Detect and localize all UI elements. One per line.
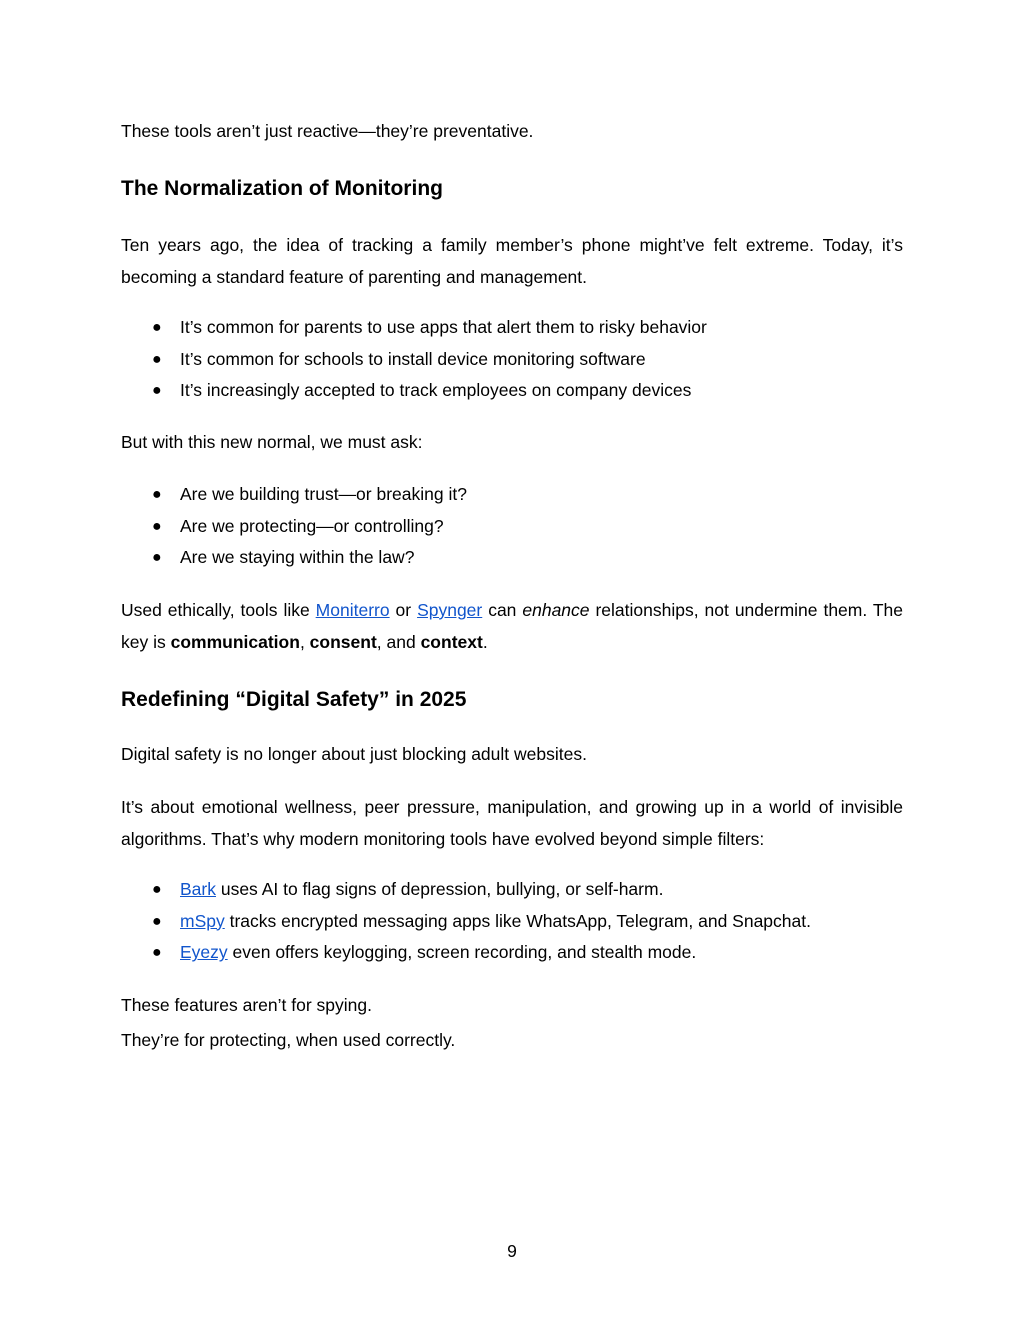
digital-safety-paragraph-2: It’s about emotional wellness, peer pressure, manipulation, and growing up in a world of invisible algorithms. That’s why modern monitoring tools have evolved beyond simple filters: [121,797,903,849]
bullet-icon: ● [152,944,162,962]
list-item: ● It’s common for schools to install device monitoring software [121,344,903,376]
closing-line-2: They’re for protecting, when used correctly. [121,1030,456,1050]
intro-text: These tools aren’t just reactive—they’re preventative. [121,121,534,141]
eyezy-link[interactable]: Eyezy [180,942,228,963]
question-bullet-list [121,479,903,574]
page-number: 9 [507,1241,517,1261]
list-item: ● Bark uses AI to flag signs of depression, bullying, or self-harm. [121,874,903,906]
bullet-icon: ● [152,486,162,503]
section-heading-normalization: The Normalization of Monitoring [121,177,443,200]
list-item: ● It’s common for parents to use apps that alert them to risky behavior [121,312,903,344]
list-item: ● Eyezy even offers keylogging, screen recording, and stealth mode. [121,937,903,969]
consent-bold: consent [309,632,377,652]
bullet-icon: ● [152,549,162,567]
enhance-emphasis: enhance [522,600,590,620]
mspy-link[interactable]: mSpy [180,910,225,931]
bullet-icon: ● [152,517,162,535]
question-intro: But with this new normal, we must ask: [121,432,423,452]
communication-bold: communication [170,632,300,652]
list-item: ● It’s increasingly accepted to track employees on company devices [121,375,903,407]
list-item: ● Are we staying within the law? [121,542,903,574]
normalization-bullet-list [121,312,903,407]
tools-bullet-list [121,874,903,969]
normalization-paragraph: Ten years ago, the idea of tracking a family member’s phone might’ve felt extreme. Today, it’s becoming a standard feature of parenting and management. [121,235,903,287]
bullet-icon: ● [152,881,162,898]
list-item: ● mSpy tracks encrypted messaging apps like WhatsApp, Telegram, and Snapchat. [121,906,903,938]
moniterro-link[interactable]: Moniterro [315,600,390,620]
bullet-icon: ● [152,350,162,368]
closing-line-1: These features aren’t for spying. [121,995,372,1015]
context-bold: context [420,632,483,652]
section-heading-digital-safety: Redefining “Digital Safety” in 2025 [121,688,467,711]
ethics-paragraph: Used ethically, tools like Moniterro or Spynger can enhance relationships, not undermine them. The key is communication, consent, and context. [121,600,904,652]
list-item: ● Are we building trust—or breaking it? [121,479,903,511]
bullet-icon: ● [152,912,162,930]
bullet-icon: ● [152,319,162,336]
list-item: ● Are we protecting—or controlling? [121,511,903,543]
bark-link[interactable]: Bark [180,879,216,899]
spynger-link[interactable]: Spynger [417,600,483,620]
bullet-icon: ● [152,382,162,400]
digital-safety-paragraph-1: Digital safety is no longer about just blocking adult websites. [121,744,587,764]
